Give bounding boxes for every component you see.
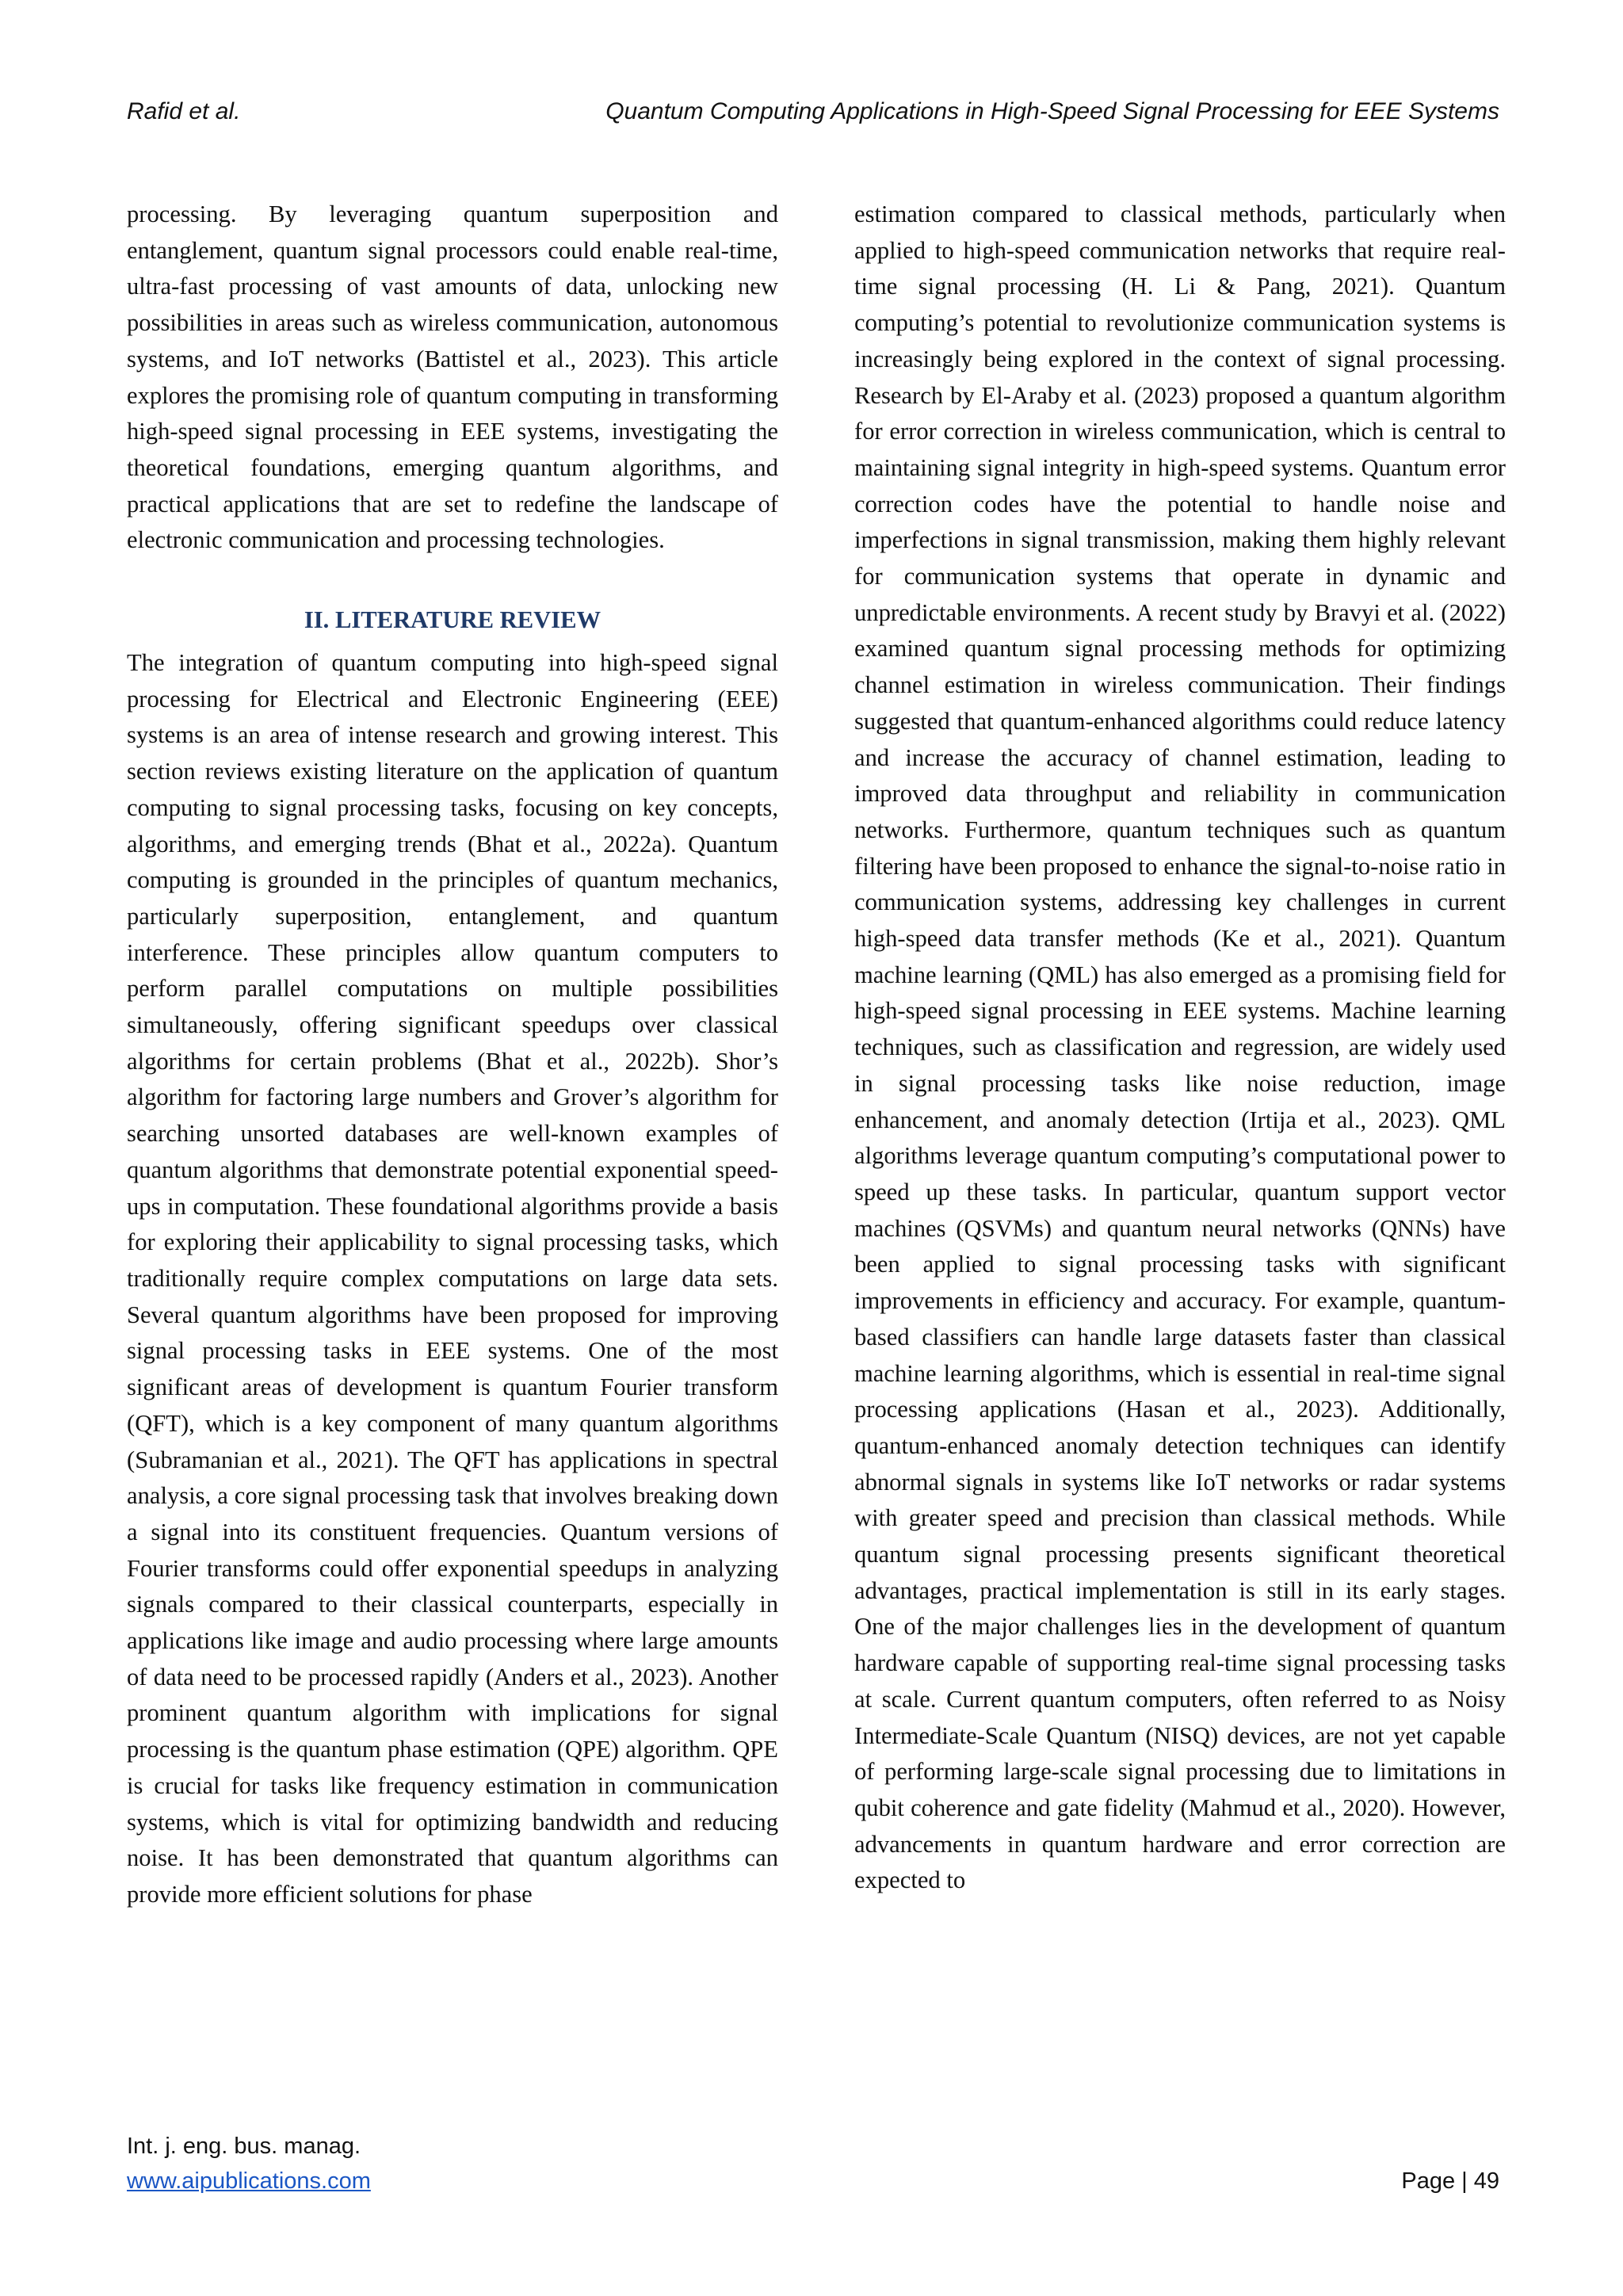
right-column <box>854 197 1506 1899</box>
page-footer <box>127 2129 1499 2199</box>
left-column <box>127 197 778 1913</box>
literature-review-paragraph: The integration of quantum computing into high-speed signal processing for Electrical and Electronic Engineering (EEE) systems is an area of intense research and growing interest. This section reviews existing literature on the application of quantum computing to signal processing tasks, focusing on key concepts, algorithms, and emerging trends (Bhat et al., 2022a). Quantum computing is grounded in the principles of quantum mechanics, particularly superposition, entanglement, and quantum interference. These principles allow quantum computers to perform parallel computations on multiple possibilities simultaneously, offering significant speedups over classical algorithms for certain problems (Bhat et al., 2022b). Shor’s algorithm for factoring large numbers and Grover’s algorithm for searching unsorted databases are well-known examples of quantum algorithms that demonstrate potential exponential speed-ups in computation. These foundational algorithms provide a basis for exploring their applicability to signal processing tasks, which traditionally require complex computations on large data sets. Several quantum algorithms have been proposed for improving signal processing tasks in EEE systems. One of the most significant areas of development is quantum Fourier transform (QFT), which is a key component of many quantum algorithms (Subramanian et al., 2021). The QFT has applications in spectral analysis, a core signal processing task that involves breaking down a signal into its constituent frequencies. Quantum versions of Fourier transforms could offer exponential speedups in analyzing signals compared to their classical counterparts, especially in applications like image and audio processing where large amounts of data need to be processed rapidly (Anders et al., 2023). Another prominent quantum algorithm with implications for signal processing is the quantum phase estimation (QPE) algorithm. QPE is crucial for tasks like frequency estimation in communication systems, which is vital for optimizing bandwidth and reducing noise. It has been demonstrated that quantum algorithms can provide more efficient solutions for phase <box>127 649 778 1908</box>
right-column-paragraph: estimation compared to classical methods, particularly when applied to high-speed communication networks that require real-time signal processing (H. Li & Pang, 2021). Quantum computing’s potential to revolutionize communication systems is increasingly being explored in the context of signal processing. Research by El-Araby et al. (2023) proposed a quantum algorithm for error correction in wireless communication, which is central to maintaining signal integrity in high-speed systems. Quantum error correction codes have the potential to handle noise and imperfections in signal transmission, making them highly relevant for communication systems that operate in dynamic and unpredictable environments. A recent study by Bravyi et al. (2022) examined quantum signal processing methods for optimizing channel estimation in wireless communication. Their findings suggested that quantum-enhanced algorithms could reduce latency and increase the accuracy of channel estimation, leading to improved data throughput and reliability in communication networks. Furthermore, quantum techniques such as quantum filtering have been proposed to enhance the signal-to-noise ratio in communication systems, addressing key challenges in current high-speed data transfer methods (Ke et al., 2021). Quantum machine learning (QML) has also emerged as a promising field for high-speed signal processing in EEE systems. Machine learning techniques, such as classification and regression, are widely used in signal processing tasks like noise reduction, image enhancement, and anomaly detection (Irtija et al., 2023). QML algorithms leverage quantum computing’s computational power to speed up these tasks. In particular, quantum support vector machines (QSVMs) and quantum neural networks (QNNs) have been applied to signal processing tasks with significant improvements in efficiency and accuracy. For example, quantum-based classifiers can handle large datasets faster than classical machine learning algorithms, which is essential in real-time signal processing applications (Hasan et al., 2023). Additionally, quantum-enhanced anomaly detection techniques can identify abnormal signals in systems like IoT networks or radar systems with greater speed and precision than classical methods. While quantum signal processing presents significant theoretical advantages, practical implementation is still in its early stages. One of the major challenges lies in the development of quantum hardware capable of supporting real-time signal processing tasks at scale. Current quantum computers, often referred to as Noisy Intermediate-Scale Quantum (NISQ) devices, are not yet capable of performing large-scale signal processing due to limitations in qubit coherence and gate fidelity (Mahmud et al., 2020). However, advancements in quantum hardware and error correction are expected to <box>854 201 1506 1894</box>
footer-website-link[interactable]: www.aipublications.com <box>127 2168 371 2194</box>
header-authors: Rafid et al. <box>127 98 241 124</box>
footer-page-number: Page | 49 <box>1401 2168 1499 2194</box>
intro-paragraph: processing. By leveraging quantum superposition and entanglement, quantum signal processors could enable real-time, ultra-fast processing of vast amounts of data, unlocking new possibilities in areas such as wireless communication, autonomous systems, and IoT networks (Battistel et al., 2023). This article explores the promising role of quantum computing in transforming high-speed signal processing in EEE systems, investigating the theoretical foundations, emerging quantum algorithms, and practical applications that are set to redefine the landscape of electronic communication and processing technologies. <box>127 201 778 554</box>
section-heading-literature-review: II. LITERATURE REVIEW <box>304 606 601 634</box>
footer-journal: Int. j. eng. bus. manag. <box>127 2134 361 2159</box>
header-title: Quantum Computing Applications in High-Speed Signal Processing for EEE Systems <box>605 98 1499 124</box>
running-header <box>127 98 1499 138</box>
